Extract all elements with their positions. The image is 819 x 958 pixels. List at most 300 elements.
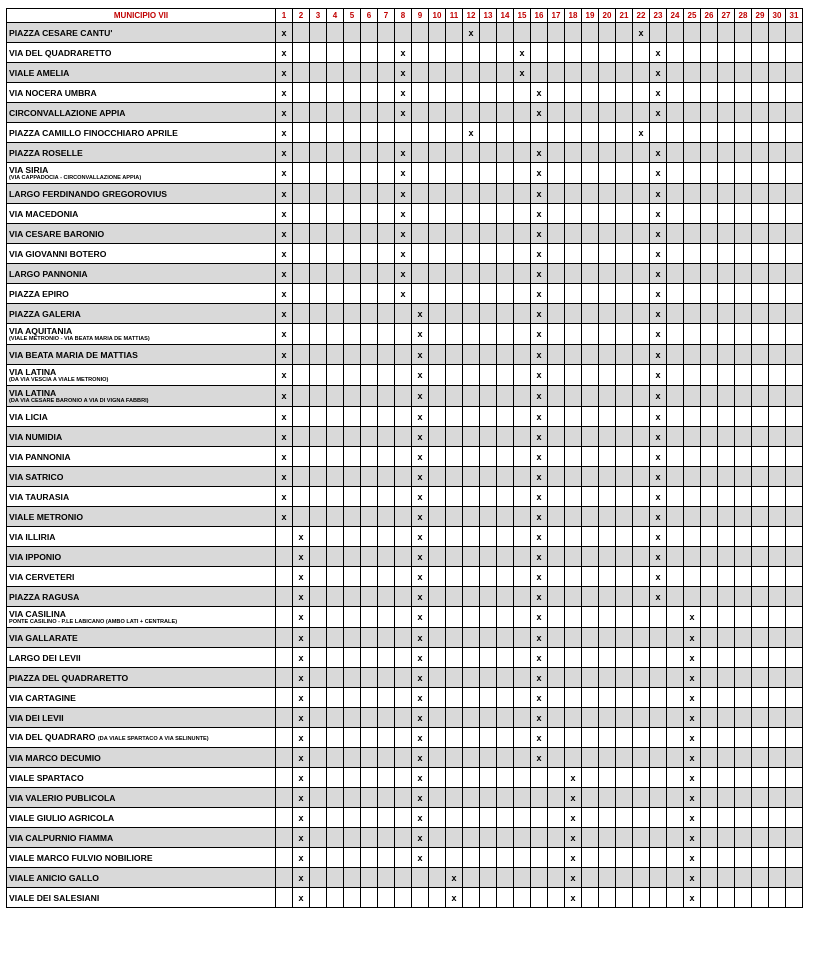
day-cell-19: [582, 264, 599, 284]
day-cell-21: [616, 163, 633, 184]
day-cell-2: x: [293, 527, 310, 547]
day-cell-8: x: [395, 103, 412, 123]
day-cell-25: [684, 23, 701, 43]
day-cell-30: [769, 43, 786, 63]
day-cell-11: [446, 83, 463, 103]
day-cell-20: [599, 143, 616, 163]
day-cell-23: [650, 648, 667, 668]
table-row: [7, 848, 803, 868]
day-cell-18: [565, 567, 582, 587]
street-name-cell: [7, 163, 276, 184]
day-cell-7: [378, 23, 395, 43]
day-cell-28: [735, 143, 752, 163]
day-cell-28: [735, 527, 752, 547]
day-cell-28: [735, 567, 752, 587]
table-row: [7, 407, 803, 427]
day-cell-10: [429, 184, 446, 204]
day-cell-13: [480, 304, 497, 324]
day-cell-2: [293, 427, 310, 447]
day-cell-21: [616, 23, 633, 43]
day-cell-12: [463, 163, 480, 184]
day-cell-1: [276, 768, 293, 788]
day-cell-24: [667, 284, 684, 304]
day-cell-3: [310, 648, 327, 668]
day-cell-28: [735, 163, 752, 184]
day-cell-22: [633, 648, 650, 668]
day-cell-20: [599, 788, 616, 808]
day-cell-6: [361, 828, 378, 848]
day-cell-24: [667, 103, 684, 123]
day-cell-23: x: [650, 507, 667, 527]
table-row: [7, 143, 803, 163]
day-cell-5: [344, 607, 361, 628]
day-cell-3: [310, 808, 327, 828]
day-cell-25: x: [684, 888, 701, 908]
day-cell-21: [616, 567, 633, 587]
day-cell-4: [327, 143, 344, 163]
day-cell-6: [361, 324, 378, 345]
street-name: VIA CALPURNIO FIAMMA: [9, 832, 114, 843]
day-cell-20: [599, 365, 616, 386]
day-cell-6: [361, 304, 378, 324]
table-row: [7, 547, 803, 567]
day-cell-27: [718, 407, 735, 427]
day-cell-14: [497, 607, 514, 628]
day-cell-5: [344, 868, 361, 888]
day-cell-11: [446, 527, 463, 547]
day-cell-2: x: [293, 848, 310, 868]
day-cell-16: x: [531, 487, 548, 507]
day-cell-18: [565, 628, 582, 648]
day-cell-24: [667, 487, 684, 507]
day-cell-5: [344, 788, 361, 808]
day-cell-11: [446, 587, 463, 607]
day-cell-28: [735, 204, 752, 224]
day-cell-16: x: [531, 447, 548, 467]
day-cell-16: x: [531, 224, 548, 244]
day-cell-31: [786, 828, 803, 848]
day-cell-28: [735, 507, 752, 527]
day-cell-18: [565, 163, 582, 184]
day-cell-23: x: [650, 224, 667, 244]
day-cell-15: [514, 628, 531, 648]
day-cell-2: [293, 23, 310, 43]
day-cell-4: [327, 467, 344, 487]
day-cell-7: [378, 748, 395, 768]
day-cell-11: [446, 768, 463, 788]
street-name-cell: [7, 587, 276, 607]
table-row: [7, 103, 803, 123]
day-cell-13: [480, 184, 497, 204]
street-name-cell: [7, 23, 276, 43]
day-cell-8: [395, 304, 412, 324]
day-cell-3: [310, 467, 327, 487]
day-cell-1: x: [276, 63, 293, 83]
day-cell-16: x: [531, 628, 548, 648]
day-cell-30: [769, 607, 786, 628]
day-cell-23: x: [650, 587, 667, 607]
day-cell-18: [565, 345, 582, 365]
day-cell-7: [378, 888, 395, 908]
day-cell-10: [429, 43, 446, 63]
day-cell-6: [361, 507, 378, 527]
day-cell-20: [599, 768, 616, 788]
day-cell-20: [599, 43, 616, 63]
street-name: VIALE AMELIA: [9, 67, 70, 78]
day-cell-30: [769, 244, 786, 264]
day-cell-20: [599, 284, 616, 304]
day-cell-9: x: [412, 386, 429, 407]
day-cell-31: [786, 83, 803, 103]
street-name-cell: [7, 264, 276, 284]
day-cell-29: [752, 487, 769, 507]
street-name-cell: [7, 507, 276, 527]
day-cell-3: [310, 668, 327, 688]
day-cell-9: [412, 868, 429, 888]
day-cell-22: [633, 284, 650, 304]
day-cell-1: x: [276, 407, 293, 427]
day-cell-22: [633, 728, 650, 748]
day-cell-2: x: [293, 668, 310, 688]
day-cell-30: [769, 848, 786, 868]
day-cell-9: [412, 43, 429, 63]
day-cell-10: [429, 63, 446, 83]
day-cell-3: [310, 567, 327, 587]
day-cell-24: [667, 467, 684, 487]
day-cell-8: [395, 23, 412, 43]
day-cell-21: [616, 728, 633, 748]
day-cell-23: [650, 23, 667, 43]
day-cell-31: [786, 224, 803, 244]
day-cell-15: [514, 224, 531, 244]
day-cell-5: [344, 224, 361, 244]
day-cell-7: [378, 527, 395, 547]
table-row: [7, 184, 803, 204]
day-cell-16: x: [531, 103, 548, 123]
day-cell-28: [735, 648, 752, 668]
day-cell-26: [701, 407, 718, 427]
day-cell-31: [786, 284, 803, 304]
day-cell-24: [667, 708, 684, 728]
day-cell-8: [395, 848, 412, 868]
street-name: VIA SATRICO: [9, 471, 64, 482]
day-cell-8: x: [395, 264, 412, 284]
day-cell-11: [446, 163, 463, 184]
day-cell-25: [684, 83, 701, 103]
day-cell-5: [344, 527, 361, 547]
day-header-12: 12: [463, 9, 480, 23]
table-row: [7, 224, 803, 244]
day-cell-18: [565, 386, 582, 407]
street-name: VIA LICIA: [9, 411, 48, 422]
day-cell-9: x: [412, 648, 429, 668]
day-cell-5: [344, 688, 361, 708]
day-cell-18: [565, 184, 582, 204]
day-cell-15: [514, 547, 531, 567]
day-cell-21: [616, 224, 633, 244]
day-cell-23: [650, 607, 667, 628]
day-cell-25: x: [684, 708, 701, 728]
day-cell-3: [310, 224, 327, 244]
day-cell-19: [582, 668, 599, 688]
day-cell-2: x: [293, 628, 310, 648]
day-cell-3: [310, 365, 327, 386]
day-cell-29: [752, 123, 769, 143]
day-header-15: 15: [514, 9, 531, 23]
day-cell-9: x: [412, 427, 429, 447]
day-cell-11: x: [446, 868, 463, 888]
day-cell-24: [667, 123, 684, 143]
day-cell-17: [548, 828, 565, 848]
day-cell-5: [344, 648, 361, 668]
day-cell-20: [599, 224, 616, 244]
day-cell-26: [701, 264, 718, 284]
day-cell-29: [752, 648, 769, 668]
day-cell-5: [344, 567, 361, 587]
day-cell-15: [514, 708, 531, 728]
day-cell-25: [684, 224, 701, 244]
day-cell-4: [327, 507, 344, 527]
day-cell-29: [752, 628, 769, 648]
street-name: VIALE MARCO FULVIO NOBILIORE: [9, 852, 153, 863]
day-cell-22: [633, 264, 650, 284]
day-cell-30: [769, 668, 786, 688]
day-cell-21: [616, 788, 633, 808]
day-cell-26: [701, 447, 718, 467]
day-cell-9: x: [412, 487, 429, 507]
day-cell-13: [480, 365, 497, 386]
day-cell-2: x: [293, 607, 310, 628]
day-header-29: 29: [752, 9, 769, 23]
day-cell-17: [548, 567, 565, 587]
day-cell-20: [599, 447, 616, 467]
street-name-cell: [7, 648, 276, 668]
day-cell-6: [361, 848, 378, 868]
day-cell-22: [633, 365, 650, 386]
day-cell-12: [463, 143, 480, 163]
day-cell-7: [378, 607, 395, 628]
day-cell-30: [769, 407, 786, 427]
day-cell-10: [429, 123, 446, 143]
day-cell-7: [378, 868, 395, 888]
day-cell-5: [344, 407, 361, 427]
day-cell-24: [667, 304, 684, 324]
day-cell-17: [548, 708, 565, 728]
day-cell-14: [497, 748, 514, 768]
day-cell-9: [412, 163, 429, 184]
day-cell-7: [378, 447, 395, 467]
day-cell-30: [769, 345, 786, 365]
street-name-cell: [7, 728, 276, 748]
day-cell-31: [786, 143, 803, 163]
day-cell-20: [599, 386, 616, 407]
day-cell-9: [412, 204, 429, 224]
day-cell-13: [480, 648, 497, 668]
day-cell-25: [684, 43, 701, 63]
day-cell-27: [718, 547, 735, 567]
day-cell-24: [667, 748, 684, 768]
day-cell-10: [429, 648, 446, 668]
day-cell-4: [327, 284, 344, 304]
day-cell-4: [327, 628, 344, 648]
day-cell-4: [327, 163, 344, 184]
day-cell-25: x: [684, 607, 701, 628]
day-cell-16: x: [531, 407, 548, 427]
day-cell-11: [446, 407, 463, 427]
day-cell-30: [769, 808, 786, 828]
day-cell-12: [463, 324, 480, 345]
day-cell-25: [684, 244, 701, 264]
day-cell-21: [616, 386, 633, 407]
day-cell-1: x: [276, 123, 293, 143]
day-cell-16: x: [531, 83, 548, 103]
day-cell-13: [480, 628, 497, 648]
day-cell-29: [752, 808, 769, 828]
day-cell-21: [616, 888, 633, 908]
day-cell-19: [582, 23, 599, 43]
day-cell-21: [616, 123, 633, 143]
day-cell-13: [480, 828, 497, 848]
day-cell-3: [310, 264, 327, 284]
day-cell-26: [701, 386, 718, 407]
day-cell-9: x: [412, 708, 429, 728]
day-cell-10: [429, 23, 446, 43]
day-cell-2: [293, 184, 310, 204]
day-cell-10: [429, 527, 446, 547]
day-cell-8: x: [395, 83, 412, 103]
day-cell-11: [446, 224, 463, 244]
street-name-cell: [7, 567, 276, 587]
day-cell-30: [769, 284, 786, 304]
day-cell-1: x: [276, 365, 293, 386]
day-cell-4: [327, 587, 344, 607]
day-cell-14: [497, 264, 514, 284]
day-cell-22: [633, 184, 650, 204]
day-cell-31: [786, 304, 803, 324]
day-cell-3: [310, 244, 327, 264]
day-cell-24: [667, 587, 684, 607]
day-cell-19: [582, 848, 599, 868]
day-cell-16: [531, 768, 548, 788]
day-cell-16: x: [531, 365, 548, 386]
day-cell-22: [633, 204, 650, 224]
street-name-cell: [7, 607, 276, 628]
day-cell-19: [582, 123, 599, 143]
day-cell-14: [497, 848, 514, 868]
day-cell-17: [548, 788, 565, 808]
day-cell-24: [667, 184, 684, 204]
day-cell-8: [395, 668, 412, 688]
day-cell-9: [412, 103, 429, 123]
day-cell-13: [480, 567, 497, 587]
day-cell-30: [769, 768, 786, 788]
day-cell-3: [310, 304, 327, 324]
day-header-4: 4: [327, 9, 344, 23]
day-cell-28: [735, 43, 752, 63]
day-header-9: 9: [412, 9, 429, 23]
street-name-cell: [7, 324, 276, 345]
day-cell-26: [701, 607, 718, 628]
day-cell-15: [514, 788, 531, 808]
day-cell-12: [463, 888, 480, 908]
day-cell-17: [548, 123, 565, 143]
day-cell-23: x: [650, 43, 667, 63]
day-cell-15: [514, 648, 531, 668]
day-cell-12: [463, 567, 480, 587]
day-cell-1: x: [276, 324, 293, 345]
table-row: [7, 467, 803, 487]
day-cell-1: [276, 628, 293, 648]
day-cell-17: [548, 345, 565, 365]
day-cell-24: [667, 688, 684, 708]
day-cell-9: x: [412, 447, 429, 467]
day-cell-17: [548, 184, 565, 204]
day-cell-14: [497, 467, 514, 487]
day-cell-25: [684, 567, 701, 587]
day-cell-23: [650, 848, 667, 868]
day-cell-19: [582, 345, 599, 365]
day-cell-23: [650, 788, 667, 808]
day-cell-27: [718, 63, 735, 83]
day-cell-2: [293, 507, 310, 527]
day-cell-31: [786, 365, 803, 386]
day-cell-28: [735, 284, 752, 304]
day-cell-18: x: [565, 848, 582, 868]
day-cell-27: [718, 648, 735, 668]
day-cell-22: x: [633, 123, 650, 143]
day-cell-1: [276, 567, 293, 587]
day-header-25: 25: [684, 9, 701, 23]
street-name-cell: [7, 688, 276, 708]
day-cell-22: [633, 748, 650, 768]
day-cell-26: [701, 587, 718, 607]
day-cell-15: [514, 103, 531, 123]
day-cell-25: [684, 467, 701, 487]
day-cell-22: [633, 828, 650, 848]
day-cell-3: [310, 708, 327, 728]
street-name: VIA IPPONIO: [9, 551, 62, 562]
day-cell-5: [344, 628, 361, 648]
day-cell-3: [310, 788, 327, 808]
street-name: PIAZZA EPIRO: [9, 288, 69, 299]
day-cell-20: [599, 828, 616, 848]
day-cell-29: [752, 828, 769, 848]
day-cell-13: [480, 103, 497, 123]
day-cell-14: [497, 345, 514, 365]
day-cell-22: [633, 688, 650, 708]
day-cell-1: x: [276, 487, 293, 507]
day-cell-27: [718, 848, 735, 868]
day-cell-31: [786, 507, 803, 527]
day-cell-20: [599, 345, 616, 365]
day-cell-30: [769, 63, 786, 83]
day-cell-29: [752, 547, 769, 567]
day-cell-23: x: [650, 103, 667, 123]
day-cell-9: x: [412, 547, 429, 567]
day-cell-18: [565, 244, 582, 264]
day-cell-6: [361, 365, 378, 386]
day-cell-17: [548, 628, 565, 648]
day-cell-11: [446, 43, 463, 63]
day-cell-19: [582, 768, 599, 788]
day-cell-16: [531, 788, 548, 808]
day-cell-27: [718, 788, 735, 808]
day-cell-3: [310, 688, 327, 708]
day-cell-5: [344, 23, 361, 43]
day-cell-15: [514, 264, 531, 284]
day-cell-7: [378, 264, 395, 284]
day-cell-3: [310, 427, 327, 447]
